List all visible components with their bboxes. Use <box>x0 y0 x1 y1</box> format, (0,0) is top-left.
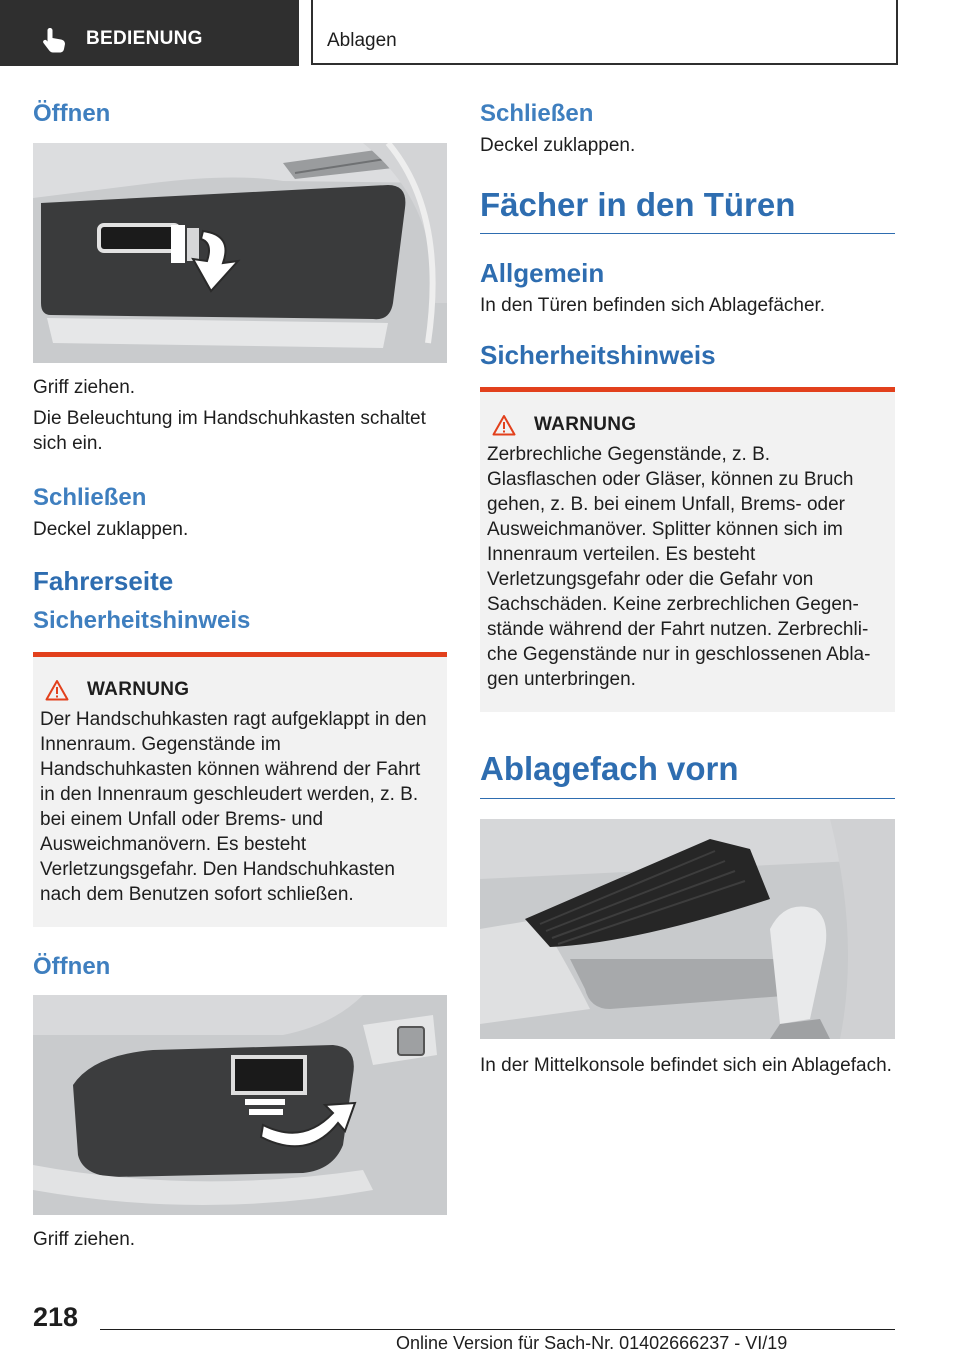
warning-text: Der Handschuhkasten ragt aufgeklappt in den Innenraum. Gegenstände im Handschuhkasten können während der Fahrt in den Innenraum geschleudert werden, z. B. bei einem Unfall oder Brems- und Ausweichmanövern. Es besteht Verletzungsgefahr. Den Handschuhkasten nach dem Benutzen sofort schließen. <box>40 708 427 905</box>
heading-allgemein: Allgemein <box>480 258 605 289</box>
warning-title: WARNUNG <box>87 678 190 700</box>
heading-faecher-in-den-tueren: Fächer in den Türen <box>480 184 895 234</box>
text-mittelkonsole: In der Mittelkonsole befindet sich ein Ablagefach. <box>480 1054 892 1076</box>
heading-ablagefach-vorn: Ablagefach vorn <box>480 748 895 798</box>
warning-header-right <box>487 414 885 436</box>
footer-text: Online Version für Sach-Nr. 01402666237 - VI/19 <box>396 1333 788 1353</box>
section-title: BEDIENUNG <box>86 28 203 49</box>
warning-header <box>40 679 437 701</box>
page-number: 218 <box>33 1302 79 1332</box>
heading-sicherheitshinweis-right: Sicherheitshinweis <box>480 340 716 371</box>
heading-schliessen: Schließen <box>33 483 147 511</box>
center-console-tray-illustration <box>480 819 895 1039</box>
heading-schliessen-right: Schließen <box>480 100 594 127</box>
heading-sicherheitshinweis: Sicherheitshinweis <box>33 606 251 634</box>
warning-box <box>33 652 447 927</box>
heading-fahrerseite: Fahrerseite <box>33 565 174 596</box>
footer-divider <box>100 1329 895 1330</box>
text-griff-ziehen-fahrer: Griff ziehen. <box>33 1229 136 1251</box>
heading-oeffnen-fahrer: Öffnen <box>33 952 111 980</box>
section-tab <box>0 0 299 66</box>
page-header <box>0 0 960 66</box>
text-allgemein: In den Türen befinden sich Ablagefächer. <box>480 295 826 317</box>
warning-triangle-icon <box>492 414 516 436</box>
right-column <box>480 100 895 1078</box>
glovebox-passenger-illustration <box>33 143 447 363</box>
warning-triangle-icon <box>45 679 69 701</box>
text-deckel-zuklappen-right: Deckel zuklappen. <box>480 134 636 156</box>
chapter-title: Ablagen <box>327 30 397 51</box>
text-beleuchtung: Die Beleuchtung im Handschuhkasten schaltet sich ein. <box>33 407 426 454</box>
text-deckel-zuklappen: Deckel zuklappen. <box>33 518 189 540</box>
warning-title-right: WARNUNG <box>534 414 637 436</box>
chapter-box <box>311 0 898 65</box>
warning-text-right: Zerbrechliche Gegenstände, z. B. Glasflaschen oder Gläser, können zu Bruch gehen, z. B. bei einem Unfall, Brems- oder Ausweichmanöver. Splitter können sich im Innenraum verteilen. Es besteht Verletzungsgefahr oder die Gefahr von Sachschäden. Keine zerbrechlichen Gegenstände während der Fahrt nutzen. Zerbrechliche Gegenstände nur in geschlossenen Ablagen unterbringen. <box>487 444 871 691</box>
heading-oeffnen: Öffnen <box>33 100 111 127</box>
pointing-hand-icon <box>42 27 66 53</box>
glovebox-driver-illustration <box>33 995 447 1215</box>
left-column <box>33 100 447 1252</box>
text-griff-ziehen: Griff ziehen. <box>33 376 136 398</box>
warning-box-right <box>480 387 895 712</box>
